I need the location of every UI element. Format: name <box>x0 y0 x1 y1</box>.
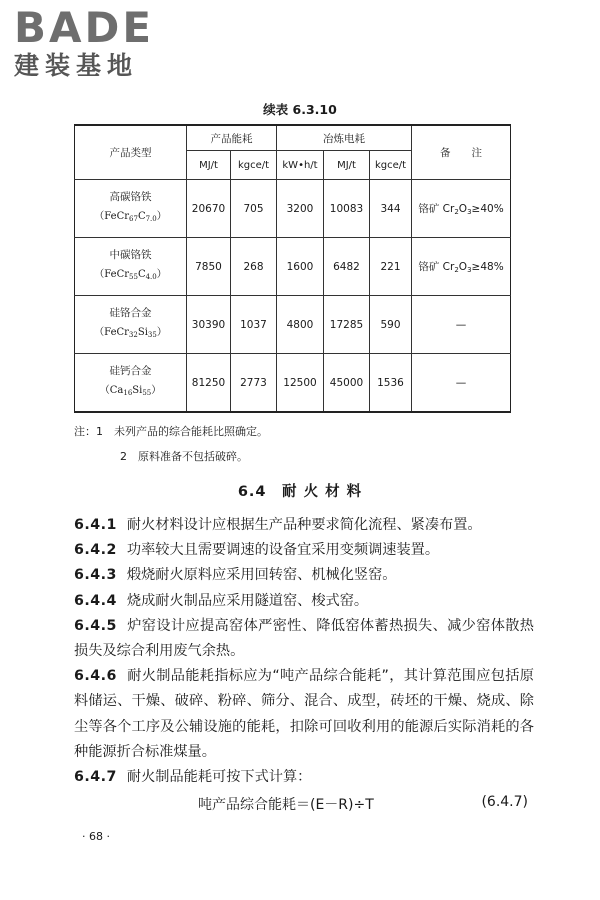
value-cell: 221 <box>370 238 412 296</box>
product-formula: $(FeCr_{32}Si_{35})$ <box>94 327 167 339</box>
table-row <box>75 296 511 354</box>
note-2: 2 原料准备不包括破碎。 <box>120 450 248 463</box>
clause-number: 6.4.3 <box>74 567 117 584</box>
clause-6-4-7 <box>74 765 534 790</box>
formula-number: (6.4.7) <box>481 794 528 810</box>
table-row <box>75 238 511 296</box>
value-cell: 2773 <box>231 354 277 413</box>
clause-number: 6.4.1 <box>74 517 117 533</box>
product-cell <box>75 180 187 238</box>
product-cell <box>75 238 187 296</box>
table-caption: 续表 6.3.10 <box>263 102 337 117</box>
clause-number: 6.4.2 <box>74 542 117 559</box>
product-cell <box>75 296 187 354</box>
clause-6-4-4 <box>74 589 534 614</box>
value-cell: 1600 <box>277 238 324 296</box>
page-number: · 68 · <box>82 830 110 843</box>
logo-brand: BADE <box>14 3 155 52</box>
value-cell: 1536 <box>370 354 412 413</box>
remark-cell: 铬矿 $Cr_2O_3\ge 48\%$ <box>412 238 511 296</box>
product-name: 硅钙合金 <box>109 365 152 377</box>
table-row <box>75 180 511 238</box>
clause-number: 6.4.6 <box>74 668 117 685</box>
unit-cell: kW•h/t <box>277 151 324 180</box>
logo-subtitle: 建装基地 <box>14 51 139 80</box>
value-cell: 6482 <box>324 238 370 296</box>
clause-6-4-5 <box>74 614 534 664</box>
clause-text: 煅烧耐火原料应采用回转窑、机械化竖窑。 <box>126 567 397 584</box>
value-cell: 12500 <box>277 354 324 413</box>
clause-text: 耐火材料设计应根据生产品种要求简化流程、紧凑布置。 <box>126 517 482 533</box>
unit-cell: MJ/t <box>324 151 370 180</box>
value-cell: 4800 <box>277 296 324 354</box>
clause-number: 6.4.4 <box>74 592 117 609</box>
clause-text: 炉窑设计应提高窑体严密性、降低窑体蓄热损失、减少窑体散热损失及综合利用废气余热。 <box>74 617 534 660</box>
product-formula: $(FeCr_{55}C_{4.0})$ <box>94 269 167 281</box>
value-cell: 7850 <box>187 238 231 296</box>
clause-text: 耐火制品能耗可按下式计算： <box>126 769 312 786</box>
product-name: 中碳铬铁 <box>109 249 152 261</box>
clause-text: 耐火制品能耗指标应为“吨产品综合能耗”，其计算范围应包括原料储运、干燥、破碎、粉碎、筛分、混合、成型，砖坯的干燥、烧成、除尘等各个工序及公辅设施的能耗，扣除可回收利用的能源后实际消耗的各种能源折合标准煤量。 <box>74 668 534 760</box>
value-cell: 590 <box>370 296 412 354</box>
formula-expression: 吨产品综合能耗＝(E－R)÷T <box>198 797 374 813</box>
value-cell: 45000 <box>324 354 370 413</box>
value-cell: 268 <box>231 238 277 296</box>
clause-6-4-2 <box>74 538 534 563</box>
remark-cell: — <box>412 296 511 354</box>
section-title: 6.4 耐 火 材 料 <box>237 484 363 500</box>
product-name: 硅铬合金 <box>109 307 152 319</box>
unit-cell: kgce/t <box>231 151 277 180</box>
note-1: 注：1 未列产品的综合能耗比照确定。 <box>74 425 268 438</box>
table-row <box>75 354 511 413</box>
product-formula: $(Ca_{16}Si_{55})$ <box>99 385 162 397</box>
value-cell: 30390 <box>187 296 231 354</box>
product-name: 高碳铬铁 <box>109 191 152 203</box>
clause-6-4-1 <box>74 513 534 538</box>
product-cell <box>75 354 187 413</box>
header-product-energy: 产品能耗 <box>187 125 277 151</box>
remark-cell: — <box>412 354 511 413</box>
value-cell: 3200 <box>277 180 324 238</box>
product-formula: $(FeCr_{67}C_{7.0})$ <box>94 211 167 223</box>
header-remarks: 备 注 <box>412 125 511 180</box>
remark-cell: 铬矿 $Cr_2O_3\ge 40\%$ <box>412 180 511 238</box>
bade-logo <box>14 3 184 86</box>
clause-text: 功率较大且需要调速的设备宜采用变频调速装置。 <box>126 542 440 559</box>
header-product-type: 产品类型 <box>75 125 187 180</box>
clause-text: 烧成耐火制品应采用隧道窑、梭式窑。 <box>126 592 369 609</box>
clause-6-4-3 <box>74 563 534 588</box>
energy-table <box>74 124 511 413</box>
value-cell: 10083 <box>324 180 370 238</box>
clause-number: 6.4.5 <box>74 617 117 634</box>
value-cell: 705 <box>231 180 277 238</box>
unit-cell: kgce/t <box>370 151 412 180</box>
value-cell: 81250 <box>187 354 231 413</box>
header-smelting-power: 冶炼电耗 <box>277 125 412 151</box>
value-cell: 344 <box>370 180 412 238</box>
value-cell: 20670 <box>187 180 231 238</box>
table-header-row <box>75 125 511 151</box>
unit-cell: MJ/t <box>187 151 231 180</box>
clause-number: 6.4.7 <box>74 769 117 786</box>
value-cell: 17285 <box>324 296 370 354</box>
clause-6-4-6 <box>74 664 534 765</box>
table-notes <box>74 419 268 469</box>
value-cell: 1037 <box>231 296 277 354</box>
clause-list <box>74 513 534 790</box>
